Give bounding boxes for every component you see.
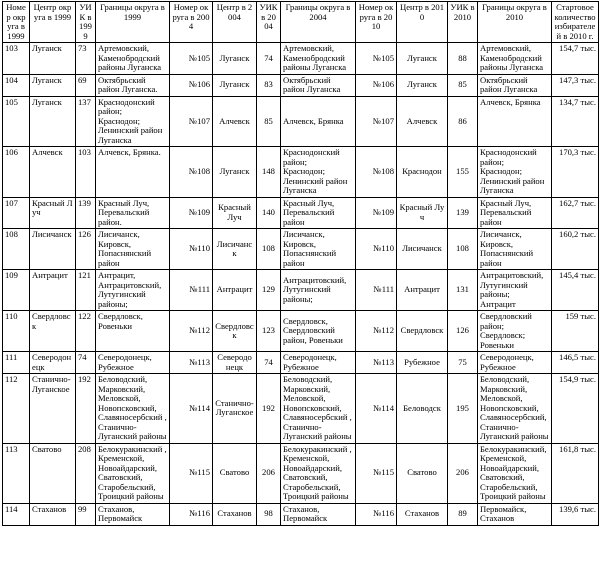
center-1999-cell: Луганск xyxy=(30,43,76,75)
center-2010-cell: Рубежное xyxy=(397,352,448,374)
uik-2010-cell: 195 xyxy=(448,374,478,444)
district-2010-cell: №108 xyxy=(356,147,397,198)
uik-1999-cell: 139 xyxy=(76,197,96,229)
table-row xyxy=(3,147,599,198)
district-2004-cell: №112 xyxy=(170,311,213,352)
borders-1999-cell: Антрацит, Антрацитовский, Лутугинский районы; xyxy=(96,270,170,311)
borders-2004-cell: Краснодонский район; Краснодон; Ленинский район Луганска xyxy=(281,147,356,198)
header-cell-district-1999: Номер округа в 1999 xyxy=(3,2,30,43)
borders-1999-cell: Алчевск, Брянка. xyxy=(96,147,170,198)
table-row xyxy=(3,74,599,96)
center-2004-cell: Лисичанск xyxy=(213,229,257,270)
district-1999-cell: 108 xyxy=(3,229,30,270)
table-row xyxy=(3,197,599,229)
table-row xyxy=(3,503,599,525)
uik-2010-cell: 126 xyxy=(448,311,478,352)
uik-2004-cell: 83 xyxy=(257,74,281,96)
uik-2004-cell: 108 xyxy=(257,229,281,270)
district-2004-cell: №110 xyxy=(170,229,213,270)
borders-1999-cell: Стаханов, Первомайск xyxy=(96,503,170,525)
uik-2010-cell: 88 xyxy=(448,43,478,75)
district-1999-cell: 104 xyxy=(3,74,30,96)
table-row xyxy=(3,374,599,444)
header-cell-borders-2004: Границы округа в 2004 xyxy=(281,2,356,43)
center-2010-cell: Красный Луч xyxy=(397,197,448,229)
uik-2010-cell: 85 xyxy=(448,74,478,96)
center-2004-cell: Луганск xyxy=(213,74,257,96)
district-2010-cell: №114 xyxy=(356,374,397,444)
table-row xyxy=(3,270,599,311)
header-cell-uik-1999: УИК в 1999 xyxy=(76,2,96,43)
center-2004-cell: Луганск xyxy=(213,43,257,75)
borders-1999-cell: Красный Луч, Перевальский район. xyxy=(96,197,170,229)
district-2010-cell: №105 xyxy=(356,43,397,75)
uik-2004-cell: 123 xyxy=(257,311,281,352)
center-1999-cell: Лисичанск xyxy=(30,229,76,270)
borders-1999-cell: Беловодский, Марковский, Меловской, Новопсковский, Славяносербский , Станично-Луганский районы xyxy=(96,374,170,444)
district-2010-cell: №109 xyxy=(356,197,397,229)
uik-2004-cell: 140 xyxy=(257,197,281,229)
center-1999-cell: Красный Луч xyxy=(30,197,76,229)
district-1999-cell: 114 xyxy=(3,503,30,525)
borders-1999-cell: Свердловск, Ровеньки xyxy=(96,311,170,352)
header-cell-voters-2010: Стартовое количество избирателей в 2010 г. xyxy=(552,2,599,43)
borders-2004-cell: Артемовский, Каменобродский районы Луганска xyxy=(281,43,356,75)
uik-2004-cell: 148 xyxy=(257,147,281,198)
uik-1999-cell: 208 xyxy=(76,443,96,503)
borders-1999-cell: Краснодонский район; Краснодон; Ленинский район Луганска xyxy=(96,96,170,147)
district-2004-cell: №116 xyxy=(170,503,213,525)
uik-2004-cell: 74 xyxy=(257,352,281,374)
header-cell-borders-1999: Границы округа в 1999 xyxy=(96,2,170,43)
borders-2004-cell: Северодонецк, Рубежное xyxy=(281,352,356,374)
uik-1999-cell: 121 xyxy=(76,270,96,311)
uik-1999-cell: 126 xyxy=(76,229,96,270)
voters-2010-cell: 145,4 тыс. xyxy=(552,270,599,311)
uik-1999-cell: 137 xyxy=(76,96,96,147)
voters-2010-cell: 139,6 тыс. xyxy=(552,503,599,525)
uik-2004-cell: 129 xyxy=(257,270,281,311)
district-2004-cell: №115 xyxy=(170,443,213,503)
uik-2010-cell: 131 xyxy=(448,270,478,311)
district-1999-cell: 109 xyxy=(3,270,30,311)
borders-2004-cell: Антрацитовский, Лутугинский районы; xyxy=(281,270,356,311)
center-1999-cell: Луганск xyxy=(30,74,76,96)
borders-2010-cell: Свердловский район; Свердловск; Ровеньки xyxy=(478,311,552,352)
center-2010-cell: Краснодон xyxy=(397,147,448,198)
borders-2010-cell: Первомайск, Стаханов xyxy=(478,503,552,525)
center-1999-cell: Станично-Луганское xyxy=(30,374,76,444)
center-2004-cell: Северодонецк xyxy=(213,352,257,374)
table-row xyxy=(3,352,599,374)
uik-2004-cell: 74 xyxy=(257,43,281,75)
district-2010-cell: №106 xyxy=(356,74,397,96)
center-1999-cell: Северодонецк xyxy=(30,352,76,374)
borders-1999-cell: Октябрьский район Луганска. xyxy=(96,74,170,96)
uik-2010-cell: 139 xyxy=(448,197,478,229)
voters-2010-cell: 161,8 тыс. xyxy=(552,443,599,503)
voters-2010-cell: 162,7 тыс. xyxy=(552,197,599,229)
districts-table xyxy=(2,1,599,526)
borders-2004-cell: Красный Луч, Перевальский район xyxy=(281,197,356,229)
header-cell-district-2010: Номер округа в 2010 xyxy=(356,2,397,43)
header-cell-borders-2010: Границы округа в 2010 xyxy=(478,2,552,43)
district-1999-cell: 107 xyxy=(3,197,30,229)
uik-2004-cell: 98 xyxy=(257,503,281,525)
voters-2010-cell: 147,3 тыс. xyxy=(552,74,599,96)
uik-2010-cell: 86 xyxy=(448,96,478,147)
uik-2010-cell: 89 xyxy=(448,503,478,525)
header-row xyxy=(3,2,599,43)
borders-2004-cell: Стаханов, Первомайск xyxy=(281,503,356,525)
borders-2004-cell: Лисичанск, Кировск, Попаснянский район xyxy=(281,229,356,270)
borders-2010-cell: Краснодонский район; Краснодон; Ленинский район Луганска xyxy=(478,147,552,198)
borders-2010-cell: Беловодский, Марковский, Меловской, Новопсковский, Славяносербский, Станично-Луганский районы xyxy=(478,374,552,444)
borders-1999-cell: Артемовский, Каменобродский районы Луганска xyxy=(96,43,170,75)
borders-2010-cell: Алчевск, Брянка xyxy=(478,96,552,147)
header-cell-center-1999: Центр округа в 1999 xyxy=(30,2,76,43)
district-2010-cell: №113 xyxy=(356,352,397,374)
center-2004-cell: Антрацит xyxy=(213,270,257,311)
header-cell-district-2004: Номер округа в 2004 xyxy=(170,2,213,43)
uik-1999-cell: 69 xyxy=(76,74,96,96)
uik-2004-cell: 206 xyxy=(257,443,281,503)
borders-1999-cell: Белокуракинский , Кременской, Новоайдарский, Сватовский, Старобельский, Троицкий районы xyxy=(96,443,170,503)
header-cell-center-2010: Центр в 2010 xyxy=(397,2,448,43)
borders-2004-cell: Свердловск, Свердловский район, Ровеньки xyxy=(281,311,356,352)
borders-2010-cell: Лисичанск, Кировск, Попаснянский район xyxy=(478,229,552,270)
district-2004-cell: №113 xyxy=(170,352,213,374)
district-2004-cell: №109 xyxy=(170,197,213,229)
voters-2010-cell: 160,2 тыс. xyxy=(552,229,599,270)
district-2010-cell: №116 xyxy=(356,503,397,525)
center-2004-cell: Красный Луч xyxy=(213,197,257,229)
district-2004-cell: №106 xyxy=(170,74,213,96)
center-2004-cell: Свердловск xyxy=(213,311,257,352)
center-2010-cell: Алчевск xyxy=(397,96,448,147)
borders-1999-cell: Северодонецк, Рубежное xyxy=(96,352,170,374)
center-2010-cell: Беловодск xyxy=(397,374,448,444)
borders-2010-cell: Северодонецк, Рубежное xyxy=(478,352,552,374)
district-1999-cell: 111 xyxy=(3,352,30,374)
voters-2010-cell: 154,9 тыс. xyxy=(552,374,599,444)
voters-2010-cell: 154,7 тыс. xyxy=(552,43,599,75)
borders-2010-cell: Красный Луч, Перевальский район xyxy=(478,197,552,229)
uik-2004-cell: 85 xyxy=(257,96,281,147)
district-2004-cell: №105 xyxy=(170,43,213,75)
center-1999-cell: Луганск xyxy=(30,96,76,147)
voters-2010-cell: 134,7 тыс. xyxy=(552,96,599,147)
voters-2010-cell: 159 тыс. xyxy=(552,311,599,352)
district-2010-cell: №107 xyxy=(356,96,397,147)
center-2010-cell: Стаханов xyxy=(397,503,448,525)
borders-2004-cell: Белокуракинский , Кременской, Новоайдарский, Сватовский, Старобельский, Троицкий районы xyxy=(281,443,356,503)
borders-1999-cell: Лисичанск, Кировск, Попаснянский район xyxy=(96,229,170,270)
center-1999-cell: Сватово xyxy=(30,443,76,503)
center-2004-cell: Алчевск xyxy=(213,96,257,147)
table-row xyxy=(3,43,599,75)
uik-1999-cell: 103 xyxy=(76,147,96,198)
uik-1999-cell: 99 xyxy=(76,503,96,525)
uik-2010-cell: 75 xyxy=(448,352,478,374)
borders-2004-cell: Октябрьский район Луганска xyxy=(281,74,356,96)
district-2010-cell: №110 xyxy=(356,229,397,270)
center-2004-cell: Луганск xyxy=(213,147,257,198)
district-2010-cell: №112 xyxy=(356,311,397,352)
header-cell-center-2004: Центр в 2004 xyxy=(213,2,257,43)
uik-2010-cell: 206 xyxy=(448,443,478,503)
borders-2004-cell: Беловодский, Марковский, Меловской, Новопсковский, Славяносербский , Станично-Луганский районы xyxy=(281,374,356,444)
center-2010-cell: Луганск xyxy=(397,43,448,75)
table-row xyxy=(3,443,599,503)
district-1999-cell: 110 xyxy=(3,311,30,352)
center-2010-cell: Луганск xyxy=(397,74,448,96)
district-2010-cell: №115 xyxy=(356,443,397,503)
center-2004-cell: Стаханов xyxy=(213,503,257,525)
center-2010-cell: Сватово xyxy=(397,443,448,503)
header-cell-uik-2004: УИК в 2004 xyxy=(257,2,281,43)
voters-2010-cell: 146,5 тыс. xyxy=(552,352,599,374)
center-1999-cell: Антрацит xyxy=(30,270,76,311)
header-cell-uik-2010: УИК в 2010 xyxy=(448,2,478,43)
center-2010-cell: Свердловск xyxy=(397,311,448,352)
uik-1999-cell: 122 xyxy=(76,311,96,352)
district-1999-cell: 112 xyxy=(3,374,30,444)
district-1999-cell: 105 xyxy=(3,96,30,147)
district-2004-cell: №107 xyxy=(170,96,213,147)
uik-2010-cell: 155 xyxy=(448,147,478,198)
borders-2010-cell: Артемовский, Каменобродский районы Луганска xyxy=(478,43,552,75)
borders-2004-cell: Алчевск, Брянка xyxy=(281,96,356,147)
center-2010-cell: Антрацит xyxy=(397,270,448,311)
center-1999-cell: Свердловск xyxy=(30,311,76,352)
uik-1999-cell: 192 xyxy=(76,374,96,444)
district-2010-cell: №111 xyxy=(356,270,397,311)
center-1999-cell: Алчевск xyxy=(30,147,76,198)
borders-2010-cell: Октябрьский район Луганска xyxy=(478,74,552,96)
center-1999-cell: Стаханов xyxy=(30,503,76,525)
district-1999-cell: 103 xyxy=(3,43,30,75)
uik-1999-cell: 73 xyxy=(76,43,96,75)
center-2004-cell: Сватово xyxy=(213,443,257,503)
borders-2010-cell: Белокуракинский, Кременской, Новоайдарский, Сватовский, Старобельский, Троицкий районы xyxy=(478,443,552,503)
uik-2010-cell: 108 xyxy=(448,229,478,270)
uik-2004-cell: 192 xyxy=(257,374,281,444)
table-row xyxy=(3,311,599,352)
district-2004-cell: №114 xyxy=(170,374,213,444)
district-2004-cell: №108 xyxy=(170,147,213,198)
voters-2010-cell: 170,3 тыс. xyxy=(552,147,599,198)
center-2004-cell: Станично-Луганское xyxy=(213,374,257,444)
district-2004-cell: №111 xyxy=(170,270,213,311)
uik-1999-cell: 74 xyxy=(76,352,96,374)
center-2010-cell: Лисичанск xyxy=(397,229,448,270)
district-1999-cell: 113 xyxy=(3,443,30,503)
borders-2010-cell: Антрацитовский, Лутугинский районы; Антрацит xyxy=(478,270,552,311)
district-1999-cell: 106 xyxy=(3,147,30,198)
table-row xyxy=(3,229,599,270)
table-row xyxy=(3,96,599,147)
